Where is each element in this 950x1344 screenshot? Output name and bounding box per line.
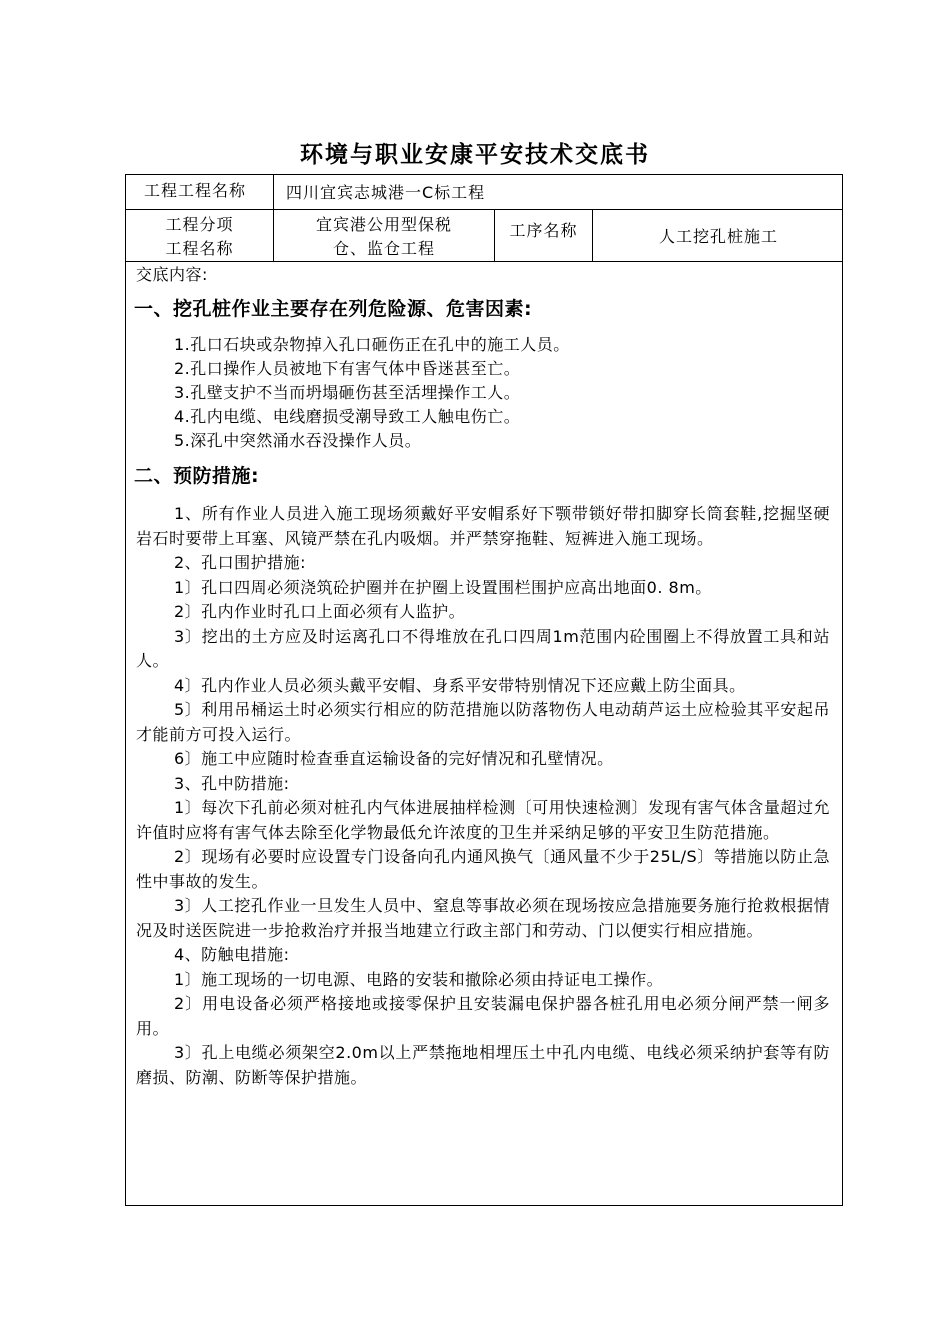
disclosure-table [125,174,843,1206]
hazard-item: 2.孔口操作人员被地下有害气体中昏迷甚至亡。 [174,359,521,378]
sub-project-value [274,213,494,261]
hazard-list [136,333,830,453]
section2-heading: 二、预防措施: [134,465,260,487]
hazard-item: 4.孔内电缆、电线磨损受潮导致工人触电伤亡。 [174,407,521,426]
measure-paragraph: 2〕孔内作业时孔口上面必须有人监护。 [174,602,466,621]
measure-paragraph: 4、防触电措施: [174,945,290,964]
hazard-item: 3.孔壁支护不当而坍塌砸伤甚至活埋操作工人。 [174,383,521,402]
measure-paragraph: 5〕利用吊桶运土时必须实行相应的防范措施以防落物伤人电动葫芦运土应检验其平安起吊才能前方可投入运行。 [136,700,830,744]
document-title: 环境与职业安康平安技术交底书 [300,142,650,168]
measure-paragraph: 1〕施工现场的一切电源、电路的安装和撤除必须由持证电工操作。 [174,969,664,989]
measure-paragraph: 3、孔中防措施: [174,773,290,793]
measure-paragraph: 3〕孔上电缆必须架空2.0m以上严禁拖地相埋压土中孔内电缆、电线必须采纳护套等有防磨损、防潮、防断等保护措施。 [136,1043,830,1087]
hazard-item: 1.孔口石块或杂物掉入孔口砸伤正在孔中的施工人员。 [174,335,570,354]
sub-project-value-line2: 仓、监仓工程 [332,239,435,258]
measure-paragraph: 4〕孔内作业人员必须头戴平安帽、身系平安带特别情况下还应戴上防尘面具。 [174,675,746,695]
measure-paragraph: 6〕施工中应随时检查垂直运输设备的完好情况和孔壁情况。 [174,749,614,768]
measure-paragraph: 1〕每次下孔前必须对桩孔内气体进展抽样检测〔可用快速检测〕发现有害气体含量超过允许值时应将有害气体去除至化学物最低允许浓度的卫生并采纳足够的平安卫生防范措施。 [136,798,830,842]
measure-paragraph: 1〕孔口四周必须浇筑砼护圈并在护圈上设置围栏围护应高出地面0. 8m。 [174,577,712,597]
measure-paragraph: 3〕人工挖孔作业一旦发生人员中、窒息等事故必须在现场按应急措施要务施行抢救根据情况及时送医院进一步抢救治疗并报当地建立行政主部门和劳动、门以便实行相应措施。 [136,896,830,940]
sub-project-label-line2: 工程名称 [165,239,234,258]
process-label: 工序名称 [509,221,578,240]
content-label: 交底内容: [136,265,208,284]
row-divider-1 [126,209,842,210]
sub-project-label-line1: 工程分项 [165,215,234,234]
measure-paragraph: 2〕现场有必要时应设置专门设备向孔内通风换气〔通风量不少于25L/S〕等措施以防止急性中事故的发生。 [136,847,830,891]
disclosure-content [136,263,830,1090]
hazard-item: 5.深孔中突然涌水吞没操作人员。 [174,431,422,450]
project-name-label: 工程工程名称 [144,181,247,200]
measure-paragraph: 2〕用电设备必须严格接地或接零保护且安装漏电保护器各桩孔用电必须分闸严禁一闸多用。 [136,994,830,1038]
process-value: 人工挖孔桩施工 [658,227,778,246]
measure-paragraph: 3〕挖出的土方应及时运离孔口不得堆放在孔口四周1m范围内砼围圈上不得放置工具和站人。 [136,626,830,670]
measure-paragraph: 1、所有作业人员进入施工现场须戴好平安帽系好下颚带锁好带扣脚穿长筒套鞋,挖掘坚硬岩石时要带上耳塞、风镜严禁在孔内吸烟。并严禁穿拖鞋、短裤进入施工现场。 [136,504,830,548]
project-name-value: 四川宜宾志城港一C标工程 [286,183,486,202]
measures-body [136,502,830,1090]
section1-heading: 一、挖孔桩作业主要存在列危险源、危害因素: [134,298,533,320]
row-divider-2 [126,261,842,262]
sub-project-label [126,213,273,261]
measure-paragraph: 2、孔口围护措施: [174,553,307,572]
sub-project-value-line1: 宜宾港公用型保税 [315,215,452,234]
